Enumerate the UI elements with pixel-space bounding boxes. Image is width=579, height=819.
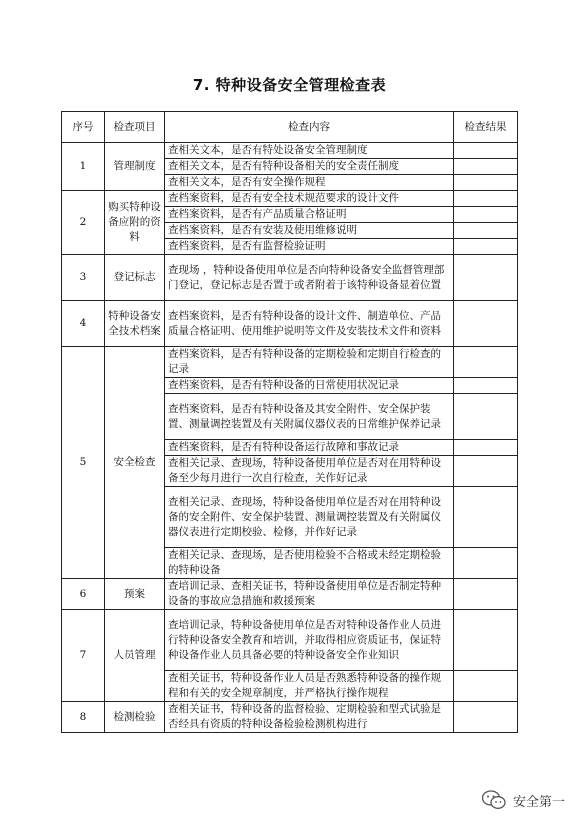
check-result-cell[interactable] [454, 548, 518, 579]
check-result-cell[interactable] [454, 207, 518, 223]
check-result-cell[interactable] [454, 440, 518, 456]
header-item: 检查项目 [105, 112, 165, 143]
table-header-row [62, 112, 518, 143]
row-number: 2 [62, 191, 105, 255]
check-content: 查档案资料，是否有特种设备运行故障和事故记录 [165, 440, 454, 456]
row-number: 8 [62, 702, 105, 733]
page-title: 7. 特种设备安全管理检查表 [192, 76, 387, 94]
check-result-cell[interactable] [454, 159, 518, 175]
check-result-cell[interactable] [454, 456, 518, 487]
check-result-cell[interactable] [454, 378, 518, 394]
header-no: 序号 [62, 112, 105, 143]
check-item: 检测检验 [105, 702, 165, 733]
table-row [62, 702, 518, 733]
check-content: 查档案资料，是否有安全技术规范要求的设计文件 [165, 191, 454, 207]
row-number: 1 [62, 143, 105, 191]
check-content: 查相关文本，是否有特处设备安全管理制度 [165, 143, 454, 159]
check-result-cell[interactable] [454, 255, 518, 301]
check-result-cell[interactable] [454, 223, 518, 239]
header-result: 检查结果 [454, 112, 518, 143]
check-item: 特种设备安全技术档案 [105, 301, 165, 347]
check-content: 查档案资料，是否有特种设备的定期检验和定期自行检查的记录 [165, 347, 454, 378]
check-result-cell[interactable] [454, 610, 518, 671]
check-result-cell[interactable] [454, 671, 518, 702]
check-item: 购买特种设备应附的资料 [105, 191, 165, 255]
check-content: 查培训记录、查相关证书，特种设备使用单位是否制定特种设备的事故应急措施和救援预案 [165, 579, 454, 610]
check-result-cell[interactable] [454, 175, 518, 191]
check-content: 查档案资料，是否有特种设备的设计文件、制造单位、产品质量合格证明、使用维护说明等文件及安装技术文件和资料 [165, 301, 454, 347]
check-content: 查现场 ，特种设备使用单位是否向特种设备安全监督管理部门登记，登记标志是否置于或者附着于该特种设备显着位置 [165, 255, 454, 301]
table-row [62, 610, 518, 671]
check-content: 查相关记录、查现场，特种设备使用单位是否对在用特种设备至少每月进行一次自行检查，关作好记录 [165, 456, 454, 487]
row-number: 3 [62, 255, 105, 301]
header-content: 检查内容 [165, 112, 454, 143]
row-number: 5 [62, 347, 105, 579]
table-row [62, 579, 518, 610]
check-content: 查档案资料，是否有特种设备的日常使用状况记录 [165, 378, 454, 394]
check-content: 查相关记录、查现场，特种设备使用单位是否对在用特种设备的安全附件、安全保护装置、测量调控装置及有关附属仪器仪表进行定期校验、检修，并作好记录 [165, 487, 454, 548]
check-item: 登记标志 [105, 255, 165, 301]
table-row [62, 255, 518, 301]
table-row [62, 301, 518, 347]
check-content: 查相关文本，是否有安全操作规程 [165, 175, 454, 191]
footer-brand-text: 安全第一 [512, 794, 565, 810]
check-content: 查档案资料，是否有监督检验证明 [165, 239, 454, 255]
check-result-cell[interactable] [454, 487, 518, 548]
check-content: 查培训记录，特种设备使用单位是否对特种设备作业人员进行特种设备安全教育和培训，并取得相应资质证书，保证特种设备作业人员具备必要的特种设备安全作业知识 [165, 610, 454, 671]
inspection-table [61, 111, 518, 733]
footer-brand [481, 789, 565, 811]
table-row [62, 143, 518, 159]
check-result-cell[interactable] [454, 239, 518, 255]
check-item: 人员管理 [105, 610, 165, 702]
check-content: 查相关文本，是否有特种设备相关的安全责任制度 [165, 159, 454, 175]
check-result-cell[interactable] [454, 301, 518, 347]
check-result-cell[interactable] [454, 191, 518, 207]
check-result-cell[interactable] [454, 347, 518, 378]
table-row [62, 191, 518, 207]
check-result-cell[interactable] [454, 579, 518, 610]
check-item: 管理制度 [105, 143, 165, 191]
check-result-cell[interactable] [454, 702, 518, 733]
check-content: 查档案资料，是否有产品质量合格证明 [165, 207, 454, 223]
check-item: 预案 [105, 579, 165, 610]
table-row [62, 347, 518, 378]
check-item: 安全检查 [105, 347, 165, 579]
check-content: 查相关证书，特种设备作业人员是否熟悉特种设备的操作规程和有关的安全规章制度，并严格执行操作规程 [165, 671, 454, 702]
check-content: 查档案资料，是否有安装及使用维修说明 [165, 223, 454, 239]
row-number: 6 [62, 579, 105, 610]
row-number: 4 [62, 301, 105, 347]
check-content: 查相关记录、查现场，是否使用检验不合格或未经定期检验的特种设备 [165, 548, 454, 579]
row-number: 7 [62, 610, 105, 702]
wechat-icon [481, 789, 507, 811]
check-content: 查档案资料，是否有特种设备及其安全附件、安全保护装置、测量调控装置及有关附属仪器仪表的日常维护保养记录 [165, 394, 454, 440]
check-result-cell[interactable] [454, 143, 518, 159]
check-content: 查相关证书，特种设备的监督检验、定期检验和型式试验是否经具有资质的特种设备检验检测机构进行 [165, 702, 454, 733]
check-result-cell[interactable] [454, 394, 518, 440]
